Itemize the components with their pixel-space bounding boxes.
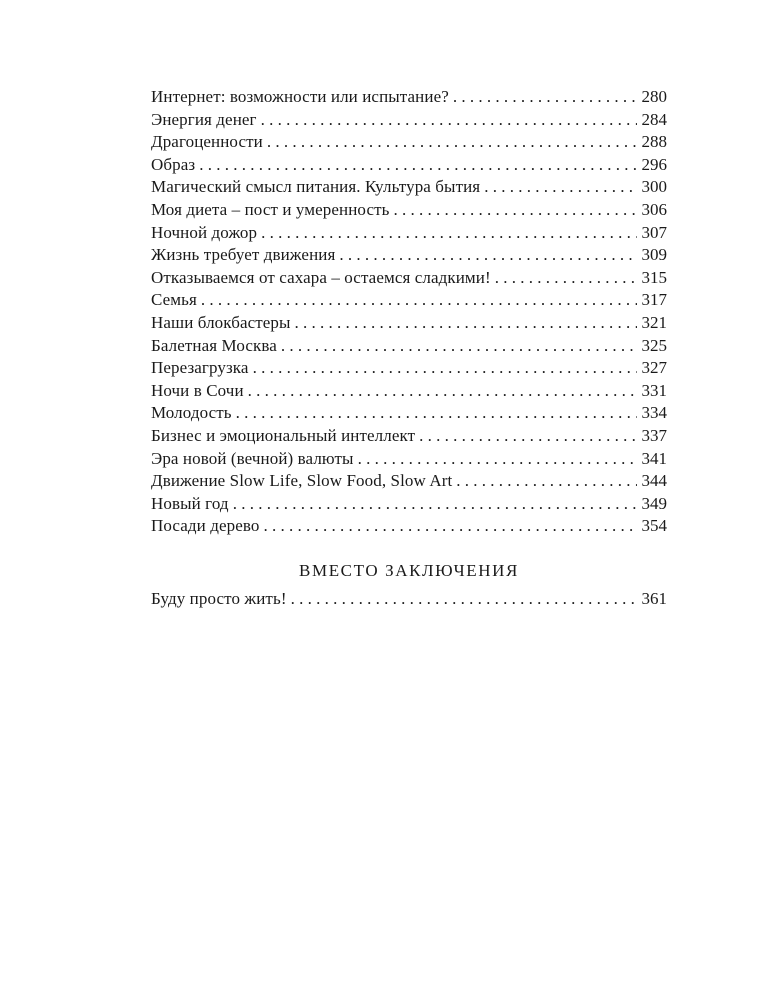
toc-entry[interactable] — [151, 86, 667, 109]
toc-entry[interactable] — [151, 154, 667, 177]
entry-title: Молодость — [151, 403, 232, 423]
toc-entry[interactable] — [151, 448, 667, 471]
entry-page-number: 341 — [641, 448, 667, 468]
section-heading: ВМЕСТО ЗАКЛЮЧЕНИЯ — [299, 560, 519, 580]
toc-entry-list — [151, 86, 667, 538]
entry-title: Драгоценности — [151, 132, 263, 152]
entry-title: Образ — [151, 154, 196, 174]
entry-page-number: 361 — [641, 589, 667, 609]
entry-title: Перезагрузка — [151, 358, 249, 378]
dot-leader — [261, 109, 637, 132]
entry-title: Посади дерево — [151, 516, 260, 536]
toc-entry[interactable] — [151, 222, 667, 245]
entry-page-number: 317 — [641, 290, 667, 310]
entry-title: Ночи в Сочи — [151, 380, 244, 400]
entry-title: Моя диета – пост и умеренность — [151, 199, 390, 219]
dot-leader — [295, 312, 637, 335]
dot-leader — [358, 448, 637, 471]
toc-entry[interactable] — [151, 312, 667, 335]
entry-page-number: 307 — [641, 222, 667, 242]
entry-page-number: 284 — [641, 109, 667, 129]
toc-entry[interactable] — [151, 335, 667, 358]
toc-entry[interactable] — [151, 515, 667, 538]
toc-entry[interactable] — [151, 402, 667, 425]
entry-page-number: 349 — [641, 493, 667, 513]
entry-page-number: 344 — [641, 471, 667, 491]
toc-entry[interactable] — [151, 176, 667, 199]
toc-entry[interactable] — [151, 357, 667, 380]
entry-title: Бизнес и эмоциональный интеллект — [151, 425, 416, 445]
dot-leader — [261, 222, 637, 245]
entry-page-number: 334 — [641, 403, 667, 423]
table-of-contents — [151, 86, 667, 611]
entry-page-number: 296 — [641, 154, 667, 174]
dot-leader — [263, 515, 637, 538]
entry-title: Энергия денег — [151, 109, 257, 129]
entry-page-number: 325 — [641, 335, 667, 355]
dot-leader — [484, 176, 637, 199]
entry-title: Жизнь требует движения — [151, 245, 336, 265]
entry-title: Эра новой (вечной) валюты — [151, 448, 354, 468]
entry-title: Наши блокбастеры — [151, 312, 291, 332]
entry-title: Интернет: возможности или испытание? — [151, 87, 449, 106]
dot-leader — [419, 425, 637, 448]
toc-entry[interactable] — [151, 470, 667, 493]
dot-leader — [201, 289, 637, 312]
dot-leader — [248, 380, 637, 403]
entry-page-number: 280 — [641, 87, 667, 106]
entry-page-number: 354 — [641, 516, 667, 536]
toc-entry[interactable] — [151, 199, 667, 222]
entry-title: Буду просто жить! — [151, 589, 287, 609]
toc-entry[interactable] — [151, 109, 667, 132]
toc-entry[interactable] — [151, 425, 667, 448]
dot-leader — [233, 493, 637, 516]
entry-page-number: 331 — [641, 380, 667, 400]
entry-title: Отказываемся от сахара – остаемся сладкими! — [151, 267, 491, 287]
entry-page-number: 321 — [641, 312, 667, 332]
entry-page-number: 306 — [641, 199, 667, 219]
toc-section-entry-list — [151, 588, 667, 611]
dot-leader — [253, 357, 637, 380]
dot-leader — [281, 335, 637, 358]
dot-leader — [495, 267, 637, 290]
toc-entry[interactable] — [151, 289, 667, 312]
dot-leader — [456, 470, 637, 493]
entry-page-number: 309 — [641, 245, 667, 265]
toc-entry[interactable] — [151, 493, 667, 516]
toc-entry[interactable] — [151, 244, 667, 267]
entry-page-number: 337 — [641, 425, 667, 445]
entry-title: Ночной дожор — [151, 222, 258, 242]
entry-page-number: 315 — [641, 267, 667, 287]
toc-entry[interactable] — [151, 131, 667, 154]
dot-leader — [267, 131, 637, 154]
entry-title: Новый год — [151, 493, 229, 513]
toc-entry[interactable] — [151, 380, 667, 403]
toc-entry[interactable] — [151, 588, 667, 611]
dot-leader — [339, 244, 637, 267]
entry-title: Семья — [151, 290, 197, 310]
entry-page-number: 288 — [641, 132, 667, 152]
dot-leader — [393, 199, 637, 222]
entry-title: Магический смысл питания. Культура бытия — [151, 177, 481, 197]
entry-title: Балетная Москва — [151, 335, 277, 355]
toc-entry[interactable] — [151, 267, 667, 290]
dot-leader — [236, 402, 637, 425]
entry-page-number: 327 — [641, 358, 667, 378]
dot-leader — [291, 588, 637, 611]
dot-leader — [453, 86, 637, 109]
entry-title: Движение Slow Life, Slow Food, Slow Art — [151, 471, 453, 491]
dot-leader — [199, 154, 637, 177]
entry-page-number: 300 — [641, 177, 667, 197]
